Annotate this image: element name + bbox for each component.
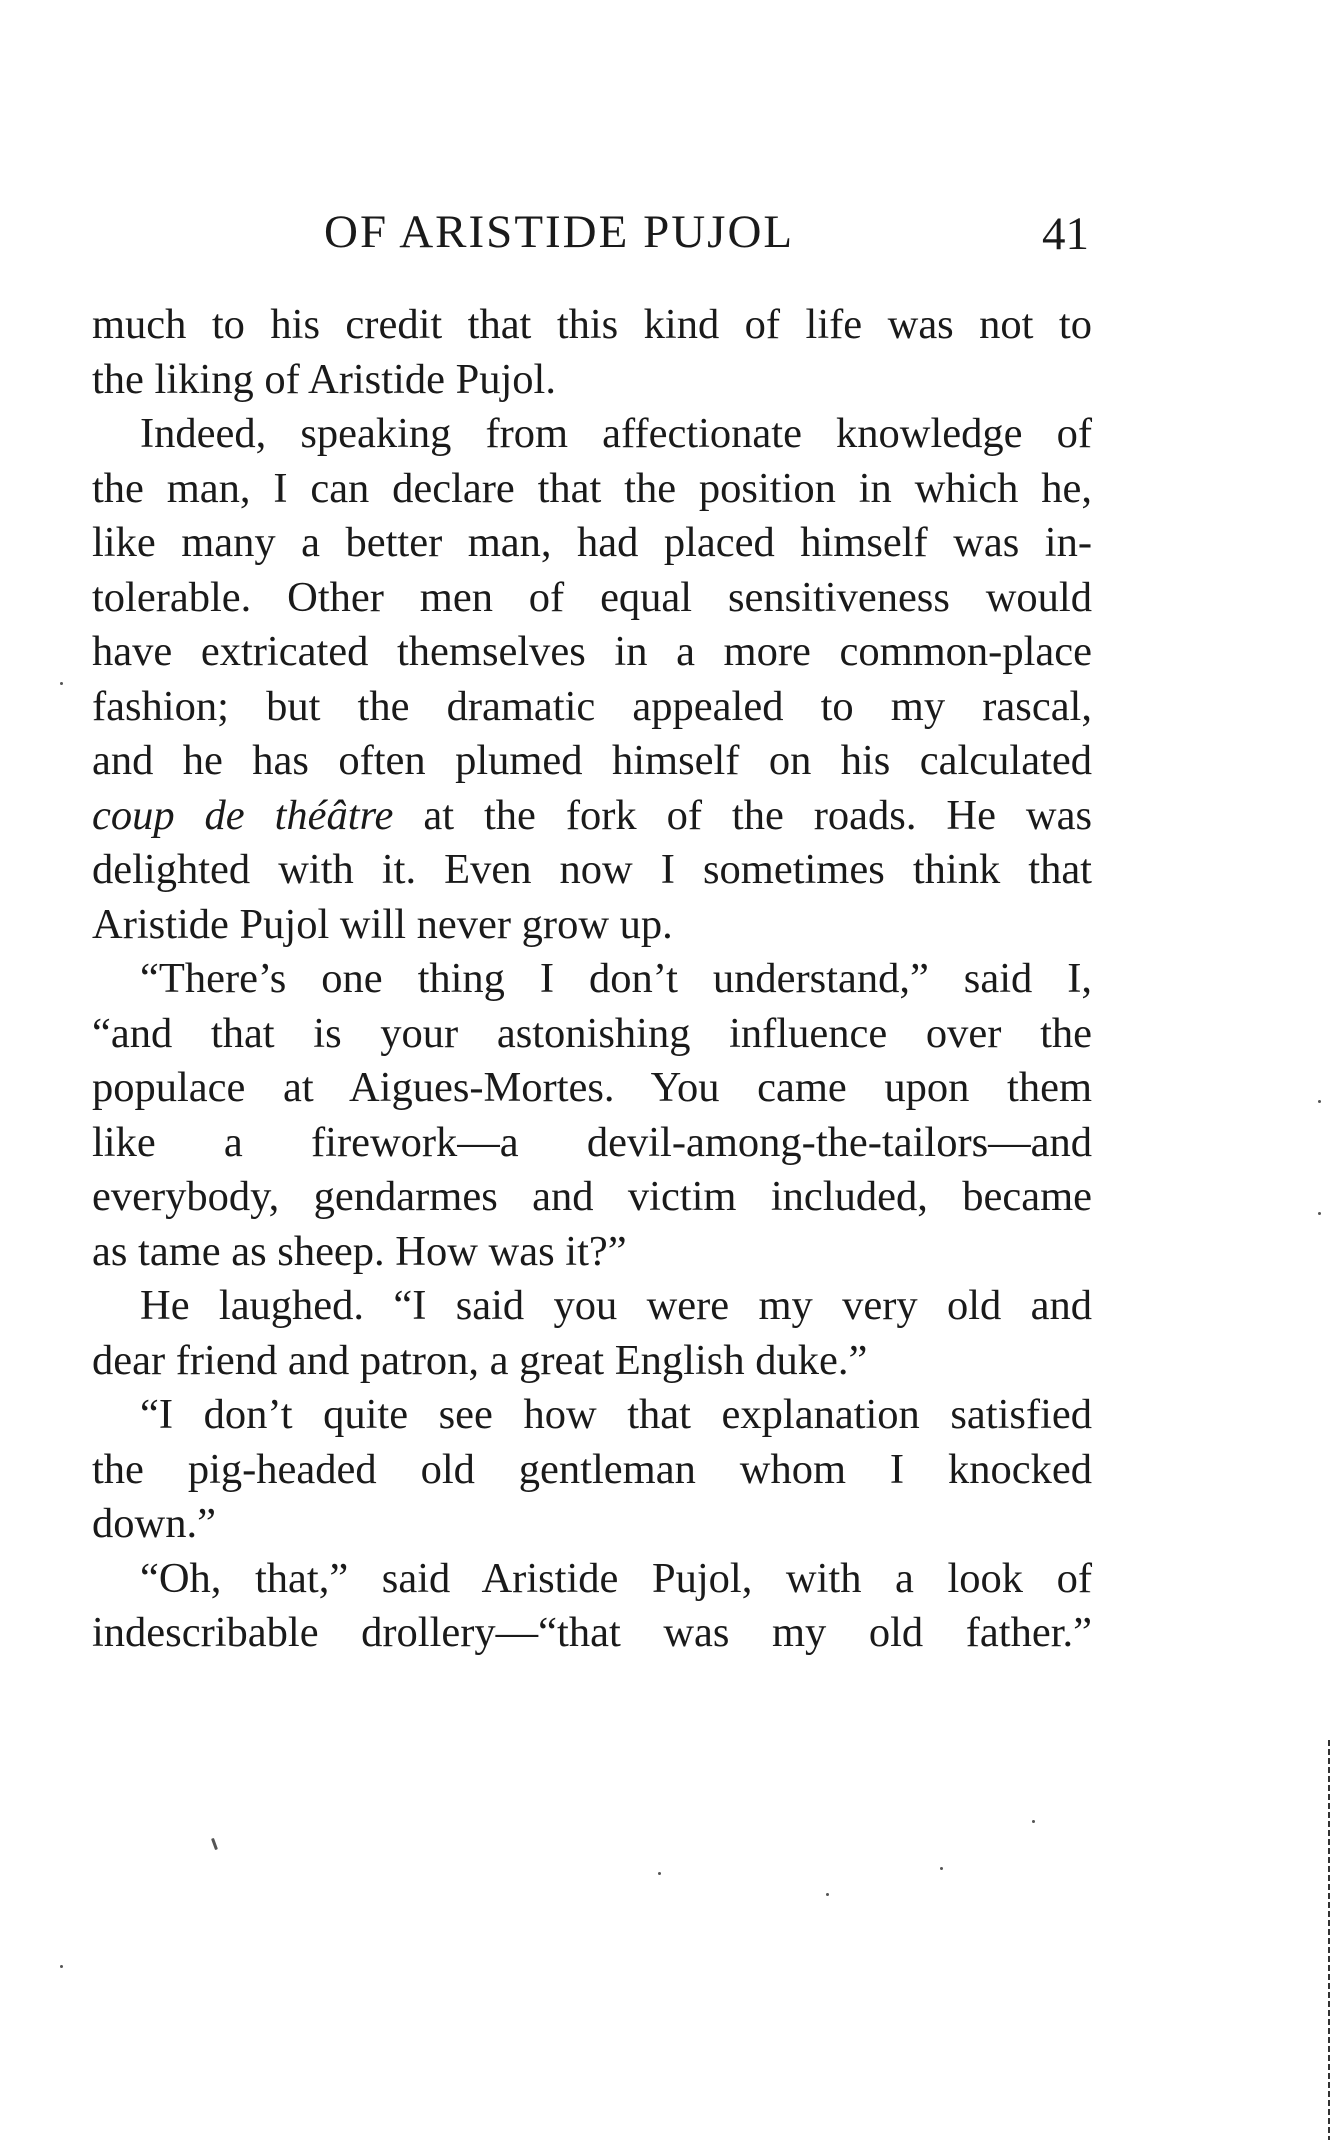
text-line: “Oh, that,” said Aristide Pujol, with a look of xyxy=(140,1554,1092,1602)
text-line: as tame as sheep. How was it?” xyxy=(92,1227,627,1275)
text-line: fashion; but the dramatic appealed to my rascal, xyxy=(92,682,1092,730)
text-line: delighted with it. Even now I sometimes think that xyxy=(92,846,1092,893)
paper-speck xyxy=(658,1872,661,1875)
text-line: the man, I can declare that the position in which he, xyxy=(92,464,1092,512)
text-line: and he has often plumed himself on his calculated xyxy=(92,737,1092,784)
running-title: OF ARISTIDE PUJOL xyxy=(324,206,795,258)
text-line: Aristide Pujol will never grow up. xyxy=(92,900,673,948)
paper-speck xyxy=(60,682,63,685)
paper-speck xyxy=(1032,1820,1035,1823)
paper-speck xyxy=(826,1893,829,1896)
text-line: much to his credit that this kind of life was not to xyxy=(92,301,1092,348)
page-number: 41 xyxy=(1042,208,1089,260)
running-head xyxy=(92,205,1092,265)
text-line: “and that is your astonishing influence over the xyxy=(92,1009,1092,1057)
text-line: “I don’t quite see how that explanation satisfied xyxy=(140,1391,1092,1438)
text-line: everybody, gendarmes and victim included, became xyxy=(92,1173,1092,1220)
text-line: tolerable. Other men of equal sensitiveness would xyxy=(92,573,1092,621)
text-line: the liking of Aristide Pujol. xyxy=(92,355,556,403)
text-line: Indeed, speaking from affectionate knowledge of xyxy=(140,410,1092,457)
text-line: like many a better man, had placed himself was in- xyxy=(92,519,1092,566)
text-line: like a firework—a devil-among-the-tailors—and xyxy=(92,1118,1092,1166)
text-line-rest: at the fork of the roads. He was xyxy=(393,791,1092,839)
text-line: the pig-headed old gentleman whom I knocked xyxy=(92,1445,1092,1493)
scan-edge xyxy=(1328,1740,1330,2140)
paper-speck xyxy=(1318,1212,1321,1215)
text-line: He laughed. “I said you were my very old and xyxy=(140,1282,1092,1329)
text-line: have extricated themselves in a more common-place xyxy=(92,628,1092,675)
text-line: dear friend and patron, a great English duke.” xyxy=(92,1336,868,1384)
paper-speck xyxy=(60,1965,63,1968)
text-line xyxy=(92,789,1092,844)
paper-speck xyxy=(211,1838,218,1850)
paper-speck xyxy=(940,1867,943,1870)
paper-speck xyxy=(1318,1100,1321,1103)
italic-phrase: coup de théâtre xyxy=(92,791,394,839)
text-line: down.” xyxy=(92,1500,216,1547)
text-line: indescribable drollery—“that was my old father.” xyxy=(92,1609,1092,1656)
body-text xyxy=(92,298,1092,1661)
text-line: populace at Aigues-Mortes. You came upon them xyxy=(92,1064,1092,1111)
text-line: “There’s one thing I don’t understand,” said I, xyxy=(140,955,1092,1002)
